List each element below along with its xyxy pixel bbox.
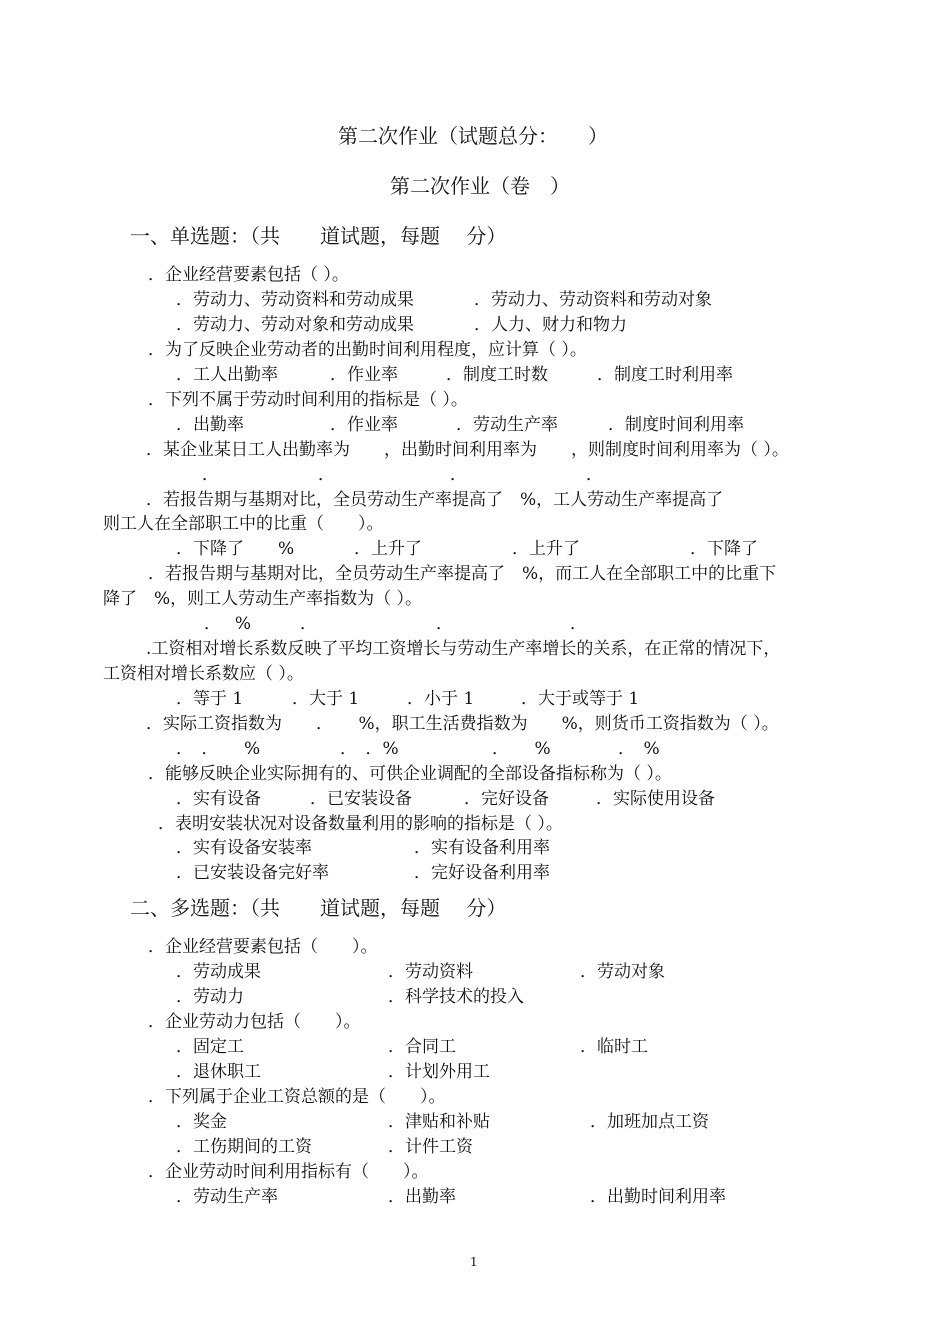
- option-b: ．劳动资料: [388, 962, 473, 982]
- option-d: ． %: [618, 739, 660, 759]
- option-d: ．工伤期间的工资: [176, 1137, 312, 1157]
- option-b: ．作业率: [330, 415, 398, 435]
- question-stem: ．实际工资指数为 ． %，职工生活费指数为 %，则货币工资指数为（ ）。: [146, 714, 779, 734]
- option-a: ．劳动成果: [176, 962, 261, 982]
- option-d: ．制度时间利用率: [608, 415, 744, 435]
- question-stem: ．若报告期与基期对比，全员劳动生产率提高了 %，而工人在全部职工中的比重下: [148, 564, 777, 584]
- question-stem: .工资相对增长系数反映了平均工资增长与劳动生产率增长的关系，在正常的情况下，: [146, 639, 781, 659]
- option-d: ．大于或等于 1: [521, 689, 640, 709]
- page-title: 第二次作业（试题总分： ）: [338, 124, 608, 148]
- option-b: ．津贴和补贴: [388, 1112, 490, 1132]
- paper-subtitle: 第二次作业（卷 ）: [390, 174, 570, 198]
- option-c: ．上升了: [512, 539, 580, 559]
- option-d: ．: [586, 465, 603, 485]
- question-stem: ．表明安装状况对设备数量利用的影响的指标是（ ）。: [158, 814, 563, 834]
- page-number: 1: [470, 1255, 478, 1269]
- option-b: ．已安装设备: [310, 789, 412, 809]
- option-e: ．科学技术的投入: [388, 987, 524, 1007]
- question-stem: ．下列属于企业工资总额的是（ ）。: [148, 1087, 446, 1107]
- option-d: ．人力、财力和物力: [474, 315, 627, 335]
- question-stem: ．企业经营要素包括（ ）。: [148, 265, 349, 285]
- option-c: ．劳动力、劳动对象和劳动成果: [176, 315, 414, 335]
- option-a: ．实有设备安装率: [176, 838, 312, 858]
- option-c: ．: [436, 614, 453, 634]
- option-d: ．完好设备利用率: [414, 863, 550, 883]
- option-d: ．制度工时利用率: [597, 365, 733, 385]
- option-c: ．加班加点工资: [590, 1112, 709, 1132]
- question-stem: ．某企业某日工人出勤率为 ，出勤时间利用率为 ，则制度时间利用率为（ ）。: [146, 440, 789, 460]
- option-d: ．: [570, 614, 587, 634]
- option-c: ．劳动对象: [580, 962, 665, 982]
- option-c: ．劳动生产率: [456, 415, 558, 435]
- option-c: ． %: [492, 739, 551, 759]
- option-b: ．大于 1: [292, 689, 360, 709]
- option-a: ．固定工: [176, 1037, 244, 1057]
- question-stem-continued: 降了 %，则工人劳动生产率指数为（ ）。: [103, 589, 423, 609]
- option-b: ．出勤率: [388, 1187, 456, 1207]
- section-heading-multiple-choice: 二、多选题：（共 道试题，每题 分）: [130, 896, 507, 920]
- option-d: ．退休职工: [176, 1062, 261, 1082]
- option-a: ． ． %: [176, 739, 261, 759]
- option-a: ．劳动生产率: [176, 1187, 278, 1207]
- question-stem: ．企业劳动时间利用指标有（ ）。: [148, 1162, 429, 1182]
- option-c: ．: [450, 465, 467, 485]
- option-c: ．出勤时间利用率: [590, 1187, 726, 1207]
- option-d: ．劳动力: [176, 987, 244, 1007]
- question-stem: ．下列不属于劳动时间利用的指标是（ ）。: [148, 390, 468, 410]
- question-stem: ．企业经营要素包括（ ）。: [148, 937, 378, 957]
- option-b: ．实有设备利用率: [414, 838, 550, 858]
- option-b: ． ．%: [340, 739, 399, 759]
- option-b: ．合同工: [388, 1037, 456, 1057]
- option-e: ．计划外用工: [388, 1062, 490, 1082]
- option-d: ．实际使用设备: [596, 789, 715, 809]
- option-b: ．劳动力、劳动资料和劳动对象: [474, 290, 712, 310]
- question-stem-continued: 工资相对增长系数应（ ）。: [103, 664, 304, 684]
- question-stem: ．为了反映企业劳动者的出勤时间利用程度，应计算（ ）。: [148, 340, 587, 360]
- option-a: ．奖金: [176, 1112, 227, 1132]
- option-a: ．工人出勤率: [176, 365, 278, 385]
- option-d: ．下降了: [690, 539, 758, 559]
- option-a: ． %: [204, 614, 252, 634]
- option-a: ．实有设备: [176, 789, 261, 809]
- question-stem-continued: 则工人在全部职工中的比重（ ）。: [103, 514, 384, 534]
- option-c: ．临时工: [580, 1037, 648, 1057]
- option-e: ．计件工资: [388, 1137, 473, 1157]
- option-c: ．完好设备: [464, 789, 549, 809]
- question-stem: ．若报告期与基期对比，全员劳动生产率提高了 %，工人劳动生产率提高了: [146, 490, 724, 510]
- option-b: ．: [300, 614, 317, 634]
- option-c: ．已安装设备完好率: [176, 863, 329, 883]
- option-b: ．上升了: [354, 539, 422, 559]
- option-b: ．: [318, 465, 335, 485]
- question-stem: ．能够反映企业实际拥有的、可供企业调配的全部设备指标称为（ ）。: [148, 764, 672, 784]
- option-a: ．下降了 %: [176, 539, 295, 559]
- option-a: ．劳动力、劳动资料和劳动成果: [176, 290, 414, 310]
- option-a: ．出勤率: [176, 415, 244, 435]
- question-stem: ．企业劳动力包括（ ）。: [148, 1012, 361, 1032]
- option-a: ．: [202, 465, 219, 485]
- section-heading-single-choice: 一、单选题：（共 道试题，每题 分）: [130, 224, 507, 248]
- option-c: ．制度工时数: [446, 365, 548, 385]
- option-b: ．作业率: [330, 365, 398, 385]
- option-c: ．小于 1: [407, 689, 475, 709]
- option-a: ．等于 1: [176, 689, 244, 709]
